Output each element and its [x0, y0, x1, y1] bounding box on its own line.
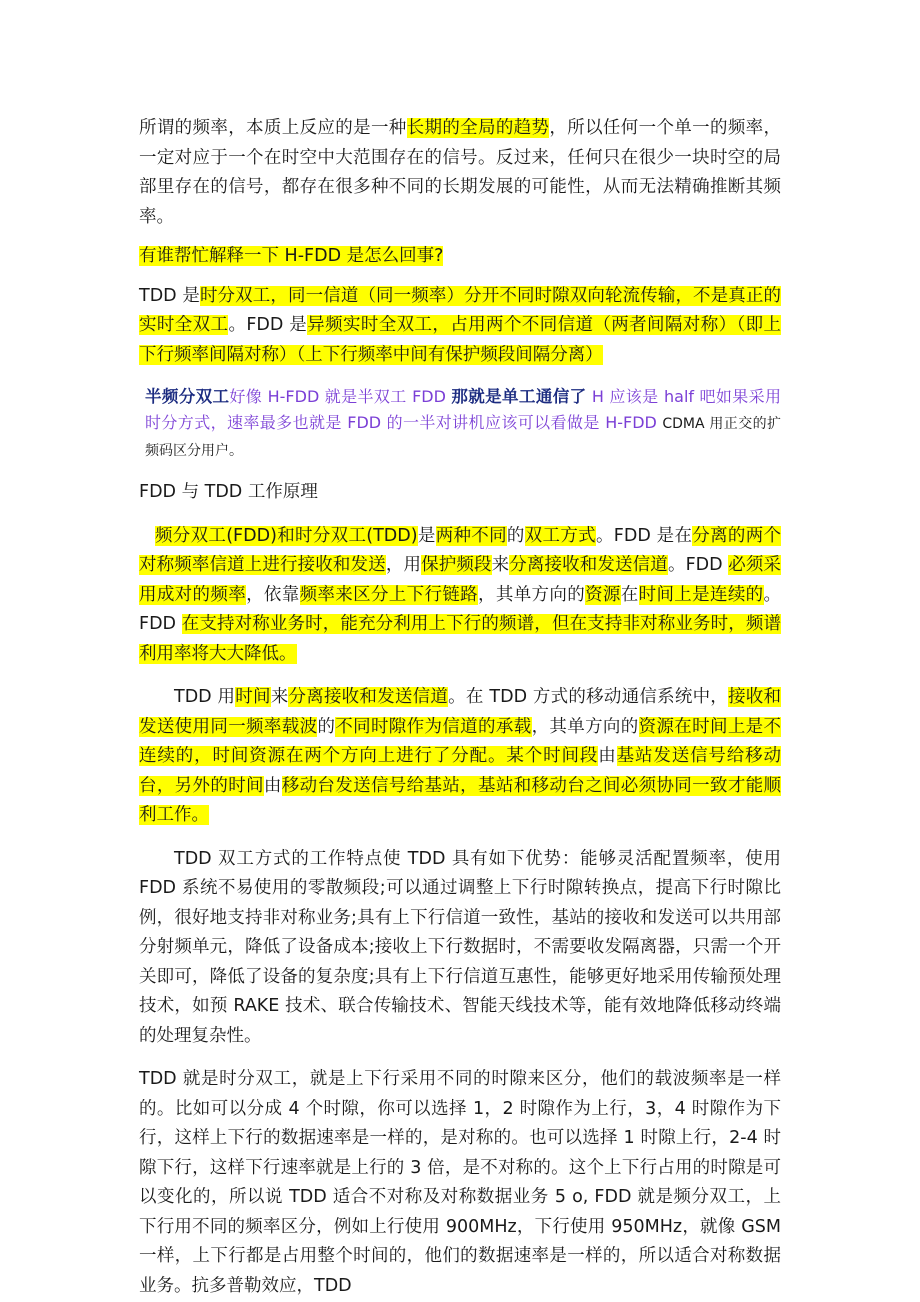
text-run: ，其单方向的: [478, 584, 586, 605]
highlighted-text: 时间资源在两个方向上进行了分配。某个时间段: [212, 746, 599, 766]
text-run: 的: [317, 716, 336, 737]
reply-heading: 半频分双工: [145, 387, 230, 406]
reply-emphasis: 那就是单工通信了: [451, 387, 587, 406]
highlighted-text: 分离的两个对称频率信道上进行接收和发送: [139, 525, 782, 575]
highlighted-text: 同一频率载波: [210, 716, 318, 737]
highlighted-text: 资源在时间上是不连续的，: [139, 716, 782, 766]
text-run: ，依靠: [246, 584, 300, 605]
highlighted-text: 资源: [585, 584, 621, 605]
text-run: 。FDD: [139, 584, 782, 634]
text-run: 。FDD 是: [228, 315, 308, 335]
document-body: [139, 114, 781, 1301]
highlighted-text: 时间: [235, 687, 271, 707]
text-run: ，其单方向的: [531, 716, 639, 737]
highlighted-text: 信道的承载: [442, 716, 532, 737]
paragraph-tdd-fdd-comparison: TDD 就是时分双工，就是上下行采用不同的时隙来区分，他们的载波频率是一样的。比如可以分成 4 个时隙，你可以选择 1，2 时隙作为上行，3，4 时隙作为下行，这样上下行的数据速率是一样的，是对称的。也可以选择 1 时隙上行，2-4 时隙下行，这样下行速率就是上行的 3 倍，是不对称的。这个上下行占用的时隙是可以变化的，所以说 TDD 适合不对称及对称数据业务 5 o, FDD 就是频分双工，上下行用不同的频率区分，例如上行使用 900MHz，下行使用 950MHz，就像 GSM 一样，上下行都是占用整个时间的，他们的数据速率是一样的，所以适合对称数据业务。抗多普勒效应，TDD: [139, 1069, 781, 1296]
text-run: 在: [620, 584, 639, 605]
text-run: 来: [491, 555, 510, 575]
text-run: 由: [263, 775, 282, 796]
highlighted-text: 不同时隙作为: [335, 716, 443, 737]
text-run: 。FDD: [667, 555, 729, 575]
text-run: 。在 TDD 方式的移动通信系统中，: [448, 687, 729, 707]
highlighted-text: 频分双工(FDD)和时分双工(TDD): [155, 525, 418, 546]
highlighted-text: 分离接收和发送信道: [509, 555, 668, 575]
paragraph-frequency: [139, 114, 781, 232]
text-run: 的: [506, 525, 525, 546]
text-run: H 应该是 half 吧如果采用时分方式，速率最多也就是 FDD 的一半对讲机应该可以看做是 H-FDD: [145, 387, 782, 432]
highlighted-text: 接收和发送使用: [139, 687, 782, 737]
text-run: 。FDD 是在: [595, 525, 693, 546]
highlighted-text: 长期的全局的趋势: [406, 118, 550, 138]
text-run: 由: [598, 746, 617, 766]
highlighted-text: 移动台发送信号给基站，基站和移动台之间必须协同一致才能顺利工作。: [139, 775, 782, 825]
text-run: CDMA 用正交的扩频码区分用户。: [145, 416, 781, 459]
highlighted-text: 频率来区分上下行链路: [299, 584, 479, 605]
highlighted-text: 保护频段: [421, 555, 492, 575]
text-run: TDD 用: [174, 687, 236, 707]
text-run: 来: [270, 687, 289, 707]
paragraph-tdd-fdd-definition: [139, 282, 781, 371]
paragraph-tdd-advantages: TDD 双工方式的工作特点使 TDD 具有如下优势：能够灵活配置频率，使用 FDD 系统不易使用的零散频段;可以通过调整上下行时隙转换点，提高下行时隙比例，很好地支持非对称业务;具有上下行信道一致性，基站的接收和发送可以共用部分射频单元，降低了设备成本;接收上下行数据时，不需要收发隔离器，只需一个开关即可，降低了设备的复杂度;具有上下行信道互惠性，能够更好地采用传输预处理技术，如预 RAKE 技术、联合传输技术、智能天线技术等，能有效地降低移动终端的处理复杂性。: [139, 848, 781, 1046]
text-run: TDD 是: [139, 285, 200, 306]
highlighted-question: 有谁帮忙解释一下 H-FDD 是怎么回事?: [139, 246, 444, 266]
highlighted-text: 双工方式: [524, 525, 596, 546]
highlighted-text: 在支持对称业务时，能充分利用上下行的频谱，但在支持非对称业务时，频谱利用率将大大降低。: [139, 614, 781, 664]
highlighted-text: 分离接收和发送信道: [288, 687, 449, 707]
highlighted-text: 必须采用成对的频率: [139, 555, 782, 605]
highlighted-text: 基站发送信号给移动台，另外的时间: [139, 746, 782, 796]
text-run: 是: [417, 525, 436, 546]
highlighted-text: 时分双工，同一信道（同一频率）分开不同时隙双向轮流传输，不是真正的实时全双工: [139, 285, 782, 335]
text-run: ，用: [385, 555, 422, 575]
paragraph-tdd-principle: [139, 683, 781, 831]
text-run: 所谓的频率，本质上反应的是一种: [139, 118, 407, 138]
section-heading: FDD 与 TDD 工作原理: [139, 482, 318, 502]
text-run: ，所以任何一个单一的频率，一定对应于一个在时空中大范围存在的信号。反过来，任何只在很少一块时空的局部里存在的信号，都存在很多种不同的长期发展的可能性，从而无法精确推断其频率。: [139, 118, 782, 227]
paragraph-forum-reply: [145, 384, 781, 464]
highlighted-text: 异频实时全双工，占用两个不同信道（两者间隔对称）（即上下行频率间隔对称）（上下行频率中间有保护频段间隔分离）: [139, 315, 781, 365]
question-line: [139, 242, 781, 272]
highlighted-text: 时间上是连续的: [638, 584, 764, 605]
text-run: 好像 H-FDD 就是半双工 FDD: [229, 387, 452, 406]
highlighted-text: 两种不同: [435, 525, 507, 546]
paragraph-fdd-principle: [139, 522, 781, 670]
